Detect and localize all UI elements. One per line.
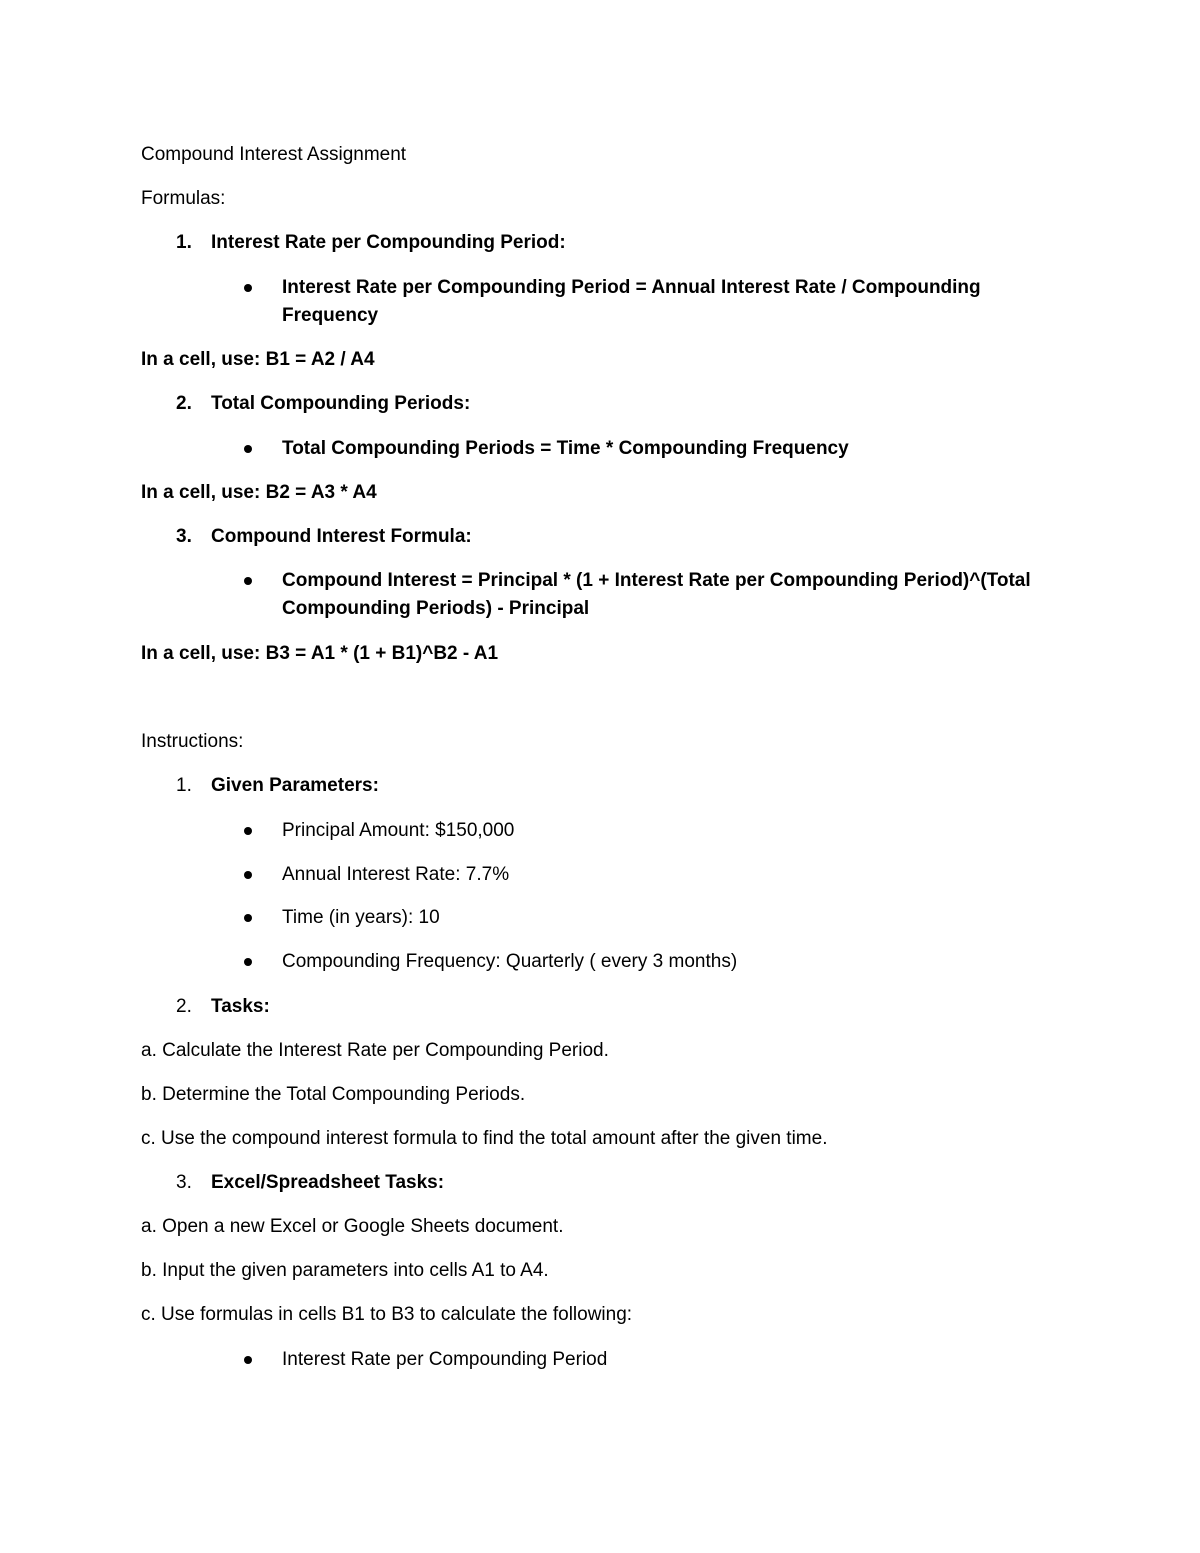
formula-1-label: Interest Rate per Compounding Period: <box>211 232 566 253</box>
bullet-icon <box>244 827 252 835</box>
formula-3-label: Compound Interest Formula: <box>211 526 472 547</box>
tasks-number: 2. <box>176 996 192 1017</box>
bullet-icon <box>244 914 252 922</box>
formulas-heading: Formulas: <box>141 188 226 209</box>
formula-3-number: 3. <box>176 526 192 547</box>
bullet-icon <box>244 871 252 879</box>
formula-3-cell-note: In a cell, use: B3 = A1 * (1 + B1)^B2 - A1 <box>141 643 499 664</box>
given-bullet: Annual Interest Rate: 7.7% <box>282 864 510 885</box>
instructions-heading: Instructions: <box>141 731 244 752</box>
formula-1-bullet: Interest Rate per Compounding Period = Annual Interest Rate / Compounding Frequency <box>282 277 981 326</box>
formula-1-number: 1. <box>176 232 192 253</box>
excel-label: Excel/Spreadsheet Tasks: <box>211 1172 445 1193</box>
formula-1-cell-note: In a cell, use: B1 = A2 / A4 <box>141 349 375 370</box>
task-line: b. Determine the Total Compounding Periods. <box>141 1084 526 1105</box>
document-title: Compound Interest Assignment <box>141 144 407 165</box>
excel-line: b. Input the given parameters into cells A1 to A4. <box>141 1260 549 1281</box>
bullet-icon <box>244 577 252 585</box>
given-bullet: Principal Amount: $150,000 <box>282 820 515 841</box>
formula-2-number: 2. <box>176 393 192 414</box>
given-number: 1. <box>176 775 192 796</box>
tasks-label: Tasks: <box>211 996 270 1017</box>
given-label: Given Parameters: <box>211 775 379 796</box>
formula-2-bullet: Total Compounding Periods = Time * Compounding Frequency <box>282 438 849 459</box>
formula-3-bullet: Compound Interest = Principal * (1 + Interest Rate per Compounding Period)^(Total Compounding Periods) - Principal <box>282 570 1031 619</box>
formula-2-cell-note: In a cell, use: B2 = A3 * A4 <box>141 482 377 503</box>
bullet-icon <box>244 284 252 292</box>
excel-bullet: Interest Rate per Compounding Period <box>282 1349 608 1370</box>
excel-line: c. Use formulas in cells B1 to B3 to calculate the following: <box>141 1304 633 1325</box>
excel-line: a. Open a new Excel or Google Sheets document. <box>141 1216 564 1237</box>
given-bullet: Compounding Frequency: Quarterly ( every 3 months) <box>282 951 738 972</box>
task-line: a. Calculate the Interest Rate per Compounding Period. <box>141 1040 609 1061</box>
excel-number: 3. <box>176 1172 192 1193</box>
given-bullet: Time (in years): 10 <box>282 907 440 928</box>
bullet-icon <box>244 1356 252 1364</box>
formula-2-label: Total Compounding Periods: <box>211 393 471 414</box>
bullet-icon <box>244 958 252 966</box>
task-line: c. Use the compound interest formula to find the total amount after the given time. <box>141 1128 828 1149</box>
bullet-icon <box>244 445 252 453</box>
